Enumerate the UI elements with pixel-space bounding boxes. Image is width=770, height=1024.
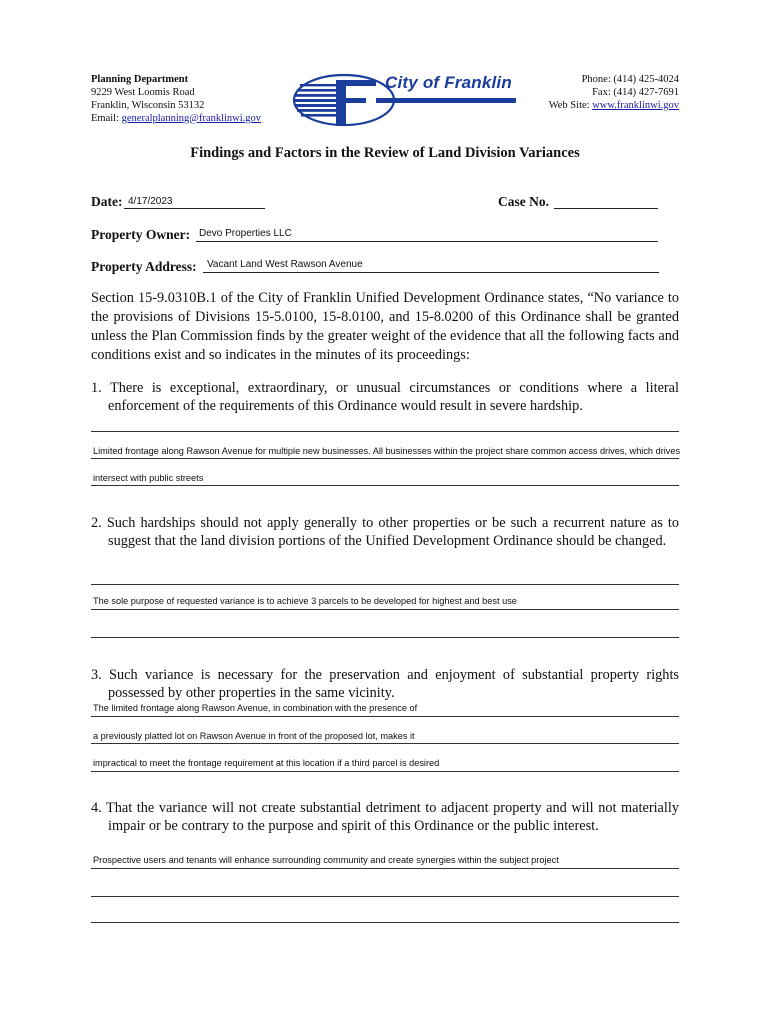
case-number-underline — [554, 208, 658, 209]
finding-2-answer-line-1 — [91, 584, 679, 585]
finding-1-answer-3[interactable]: intersect with public streets — [93, 473, 204, 483]
finding-2-answer-line-3 — [91, 637, 679, 638]
finding-1-answer-line-2 — [91, 458, 679, 459]
fax-line: Fax: (414) 427-7691 — [592, 87, 679, 98]
finding-4-text: 4. That the variance will not create substantial detriment to adjacent property and will not materially impair or be contrary to the purpose and spirit of this Ordinance or the public interest. — [91, 800, 679, 834]
contact-numbers-block — [549, 73, 679, 112]
property-address-field[interactable]: Vacant Land West Rawson Avenue — [207, 259, 363, 270]
address-line-2: Franklin, Wisconsin 53132 — [91, 100, 205, 111]
finding-4-answer-1[interactable]: Prospective users and tenants will enhance surrounding community and create synergies within the subject project — [93, 855, 559, 865]
finding-1-answer-line-3 — [91, 485, 679, 486]
property-owner-field[interactable]: Devo Properties LLC — [199, 228, 292, 239]
website-link[interactable]: www.franklinwi.gov — [592, 100, 679, 111]
finding-2-answer-2[interactable]: The sole purpose of requested variance is to achieve 3 parcels to be developed for highest and best use — [93, 596, 517, 606]
address-line-1: 9229 West Loomis Road — [91, 87, 195, 98]
finding-3-text: 3. Such variance is necessary for the preservation and enjoyment of substantial property rights possessed by other properties in the same vicinity. — [91, 667, 679, 701]
finding-2-answer-line-2 — [91, 609, 679, 610]
property-address-underline — [203, 272, 659, 273]
city-logo — [292, 68, 520, 130]
ordinance-intro-paragraph: Section 15-9.0310B.1 of the City of Franklin Unified Development Ordinance states, “No variance to the provisions of Divisions 15-5.0100, 15-8.0100, and 15-8.0200 of this Ordinance shall be granted unless the Plan Commission finds by the greater weight of the evidence that all the following facts and conditions exist and so indicates in the minutes of its proceedings: — [91, 290, 679, 363]
finding-4-answer-line-1 — [91, 868, 679, 869]
property-address-label: Property Address: — [91, 259, 197, 274]
property-owner-label: Property Owner: — [91, 227, 191, 242]
finding-4-answer-line-2 — [91, 896, 679, 897]
finding-4-answer-line-3 — [91, 922, 679, 923]
date-underline — [124, 208, 265, 209]
department-name: Planning Department — [91, 74, 189, 85]
email-label: Email: — [91, 113, 119, 124]
email-link[interactable]: generalplanning@franklinwi.gov — [121, 113, 262, 124]
website-label: Web Site: — [548, 100, 590, 111]
email-line — [91, 112, 261, 125]
finding-3-answer-2[interactable]: a previously platted lot on Rawson Avenue in front of the proposed lot, makes it — [93, 731, 415, 741]
finding-1-text: 1. There is exceptional, extraordinary, or unusual circumstances or conditions where a literal enforcement of the requirements of this Ordinance would result in severe hardship. — [91, 380, 679, 414]
finding-2-text: 2. Such hardships should not apply generally to other properties or be such a recurrent nature as to suggest that the land division portions of the Unified Development Ordinance should be changed. — [91, 515, 679, 549]
finding-3-answer-line-3 — [91, 771, 679, 772]
finding-3-answer-line-2 — [91, 743, 679, 744]
finding-3-answer-3[interactable]: impractical to meet the frontage requirement at this location if a third parcel is desired — [93, 758, 440, 768]
finding-3-answer-line-1 — [91, 716, 679, 717]
finding-1-answer-line-1 — [91, 431, 679, 432]
logo-wordmark: City of Franklin — [385, 73, 512, 92]
document-title: Findings and Factors in the Review of Land Division Variances — [190, 145, 580, 161]
finding-1-answer-2[interactable]: Limited frontage along Rawson Avenue for multiple new businesses. All businesses within the project share common access drives, which drives — [93, 446, 681, 456]
date-field[interactable]: 4/17/2023 — [128, 196, 173, 207]
date-label: Date: — [91, 194, 123, 209]
website-line — [549, 99, 679, 112]
property-owner-underline — [196, 241, 658, 242]
finding-3-answer-1[interactable]: The limited frontage along Rawson Avenue, in combination with the presence of — [93, 703, 418, 713]
case-number-label: Case No. — [498, 194, 549, 209]
department-contact-block — [91, 73, 261, 125]
phone-line: Phone: (414) 425-4024 — [581, 74, 679, 85]
